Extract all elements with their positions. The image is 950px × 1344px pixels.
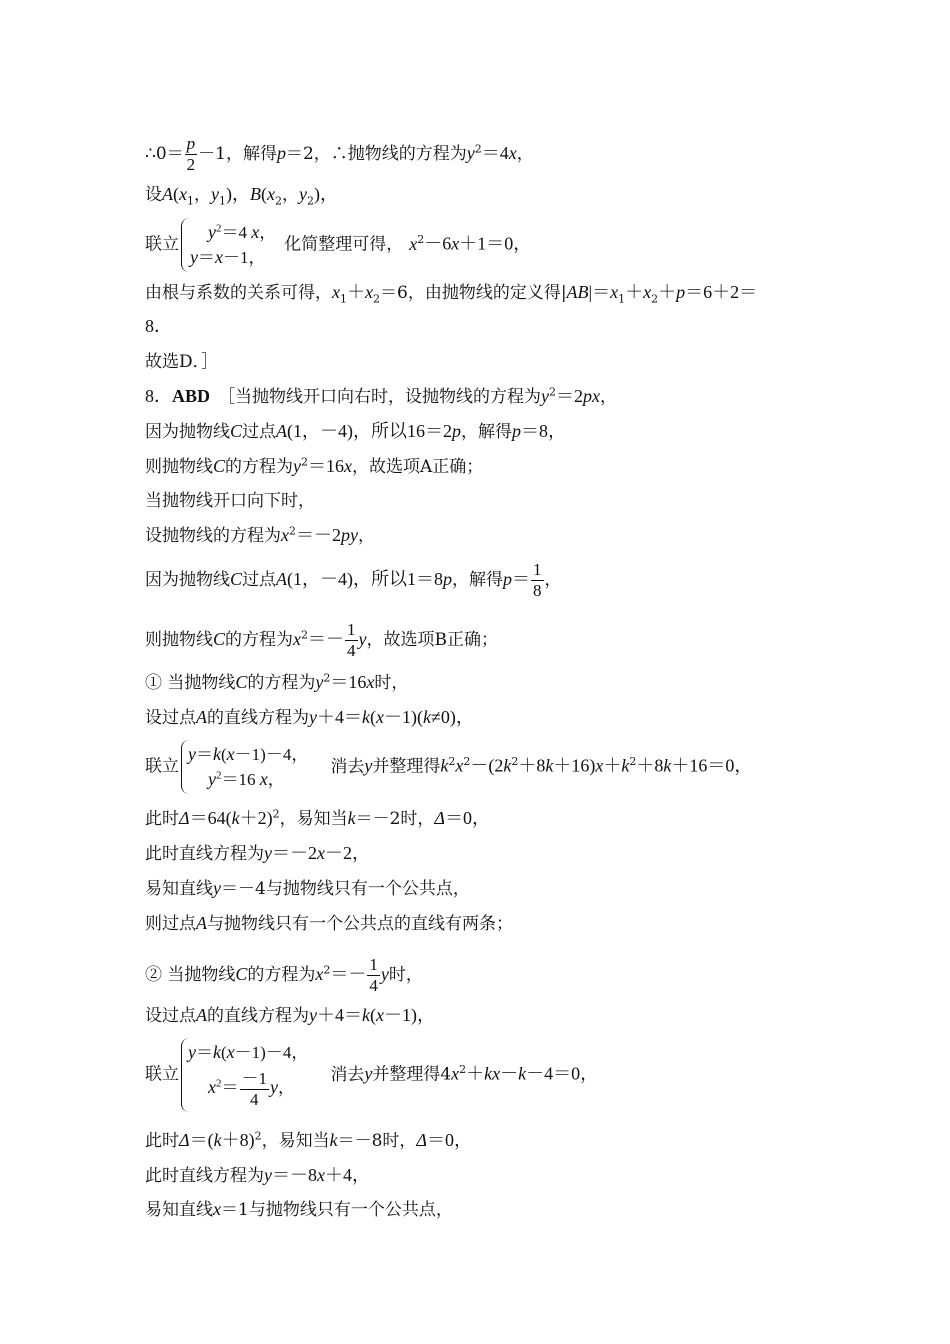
text: －1)， <box>384 1005 435 1025</box>
text: ＝6＋2＝ <box>685 282 758 302</box>
fraction-minus-1-over-4 <box>240 1069 270 1110</box>
text: －1，解得 <box>198 144 277 164</box>
text: ＝－ <box>308 629 345 649</box>
text: 时， <box>374 673 409 693</box>
var: x <box>451 1063 460 1084</box>
var: A <box>196 913 207 933</box>
var: k <box>663 755 672 776</box>
text: 的方程为 <box>247 673 316 693</box>
text: ，易知当 <box>279 809 348 829</box>
text: ＝8， <box>521 421 567 441</box>
sup: 2 <box>323 671 331 685</box>
text: ＝16 <box>308 456 345 476</box>
text: 此时 <box>145 809 179 829</box>
text: ， <box>267 770 285 789</box>
line-4 <box>145 280 757 305</box>
line-18 <box>145 841 370 866</box>
var: y <box>270 1077 278 1097</box>
var: x <box>281 525 289 545</box>
var: y <box>190 247 198 267</box>
text: ＝ <box>196 745 213 764</box>
text: ，故选项B正确； <box>366 630 499 650</box>
text: ，解得 <box>461 422 513 442</box>
sup: 2 <box>289 524 296 538</box>
text: ＋4＝ <box>317 1005 362 1025</box>
text: ＝ <box>198 248 215 267</box>
text: ［当抛物线开口向右时，设抛物线的方程为 <box>218 387 542 407</box>
text: － <box>500 1063 519 1084</box>
text: ＝2，∴抛物线的方程为 <box>285 144 467 164</box>
text: ＋ <box>625 282 644 302</box>
text: ( <box>370 707 376 727</box>
var: k <box>545 755 554 776</box>
text: －1)－4， <box>234 745 309 764</box>
var: Δ <box>179 1130 190 1150</box>
line-22 <box>145 1003 435 1028</box>
var: C <box>230 569 243 589</box>
var: k <box>213 1130 222 1150</box>
text: ＋4， <box>325 1165 370 1185</box>
var: B <box>250 184 261 204</box>
var: x <box>267 184 275 204</box>
sup: 2 <box>254 1129 262 1143</box>
var: y <box>188 744 196 764</box>
var: py <box>341 525 358 545</box>
text: 时， <box>388 965 423 985</box>
text: ＝－8 <box>272 1165 317 1185</box>
fraction-1-over-8 <box>531 560 544 601</box>
text: ＋2) <box>239 808 273 828</box>
var: C <box>213 456 226 476</box>
sub: 1 <box>187 194 194 208</box>
text: 并整理得 <box>372 756 441 777</box>
text: 因为抛物线 <box>145 570 230 590</box>
text: ， <box>194 185 211 205</box>
fraction-1-over-4 <box>345 620 358 661</box>
var: y <box>208 222 216 242</box>
var: x <box>293 629 302 649</box>
text: ＝2 <box>556 386 584 406</box>
var: p <box>676 282 686 302</box>
text: ＝－ <box>330 964 367 984</box>
text: ＝4 <box>221 223 252 242</box>
var: x <box>315 964 324 984</box>
text: ＋8 <box>518 755 546 776</box>
sup: 2 <box>323 963 331 977</box>
text: ＝0， <box>426 1130 472 1150</box>
text: ＝ <box>221 1078 239 1097</box>
text: ＝0， <box>444 808 490 828</box>
text: ＝6，由抛物线的定义得| <box>380 283 567 303</box>
var: AB <box>566 282 589 302</box>
text: 的方程为 <box>225 457 294 477</box>
line-1 <box>145 134 534 175</box>
line-14 <box>145 670 408 695</box>
text: ＋ <box>603 755 622 776</box>
var: p <box>512 421 522 441</box>
text: ② 当抛物线 <box>145 965 236 985</box>
var: C <box>230 421 243 441</box>
var: k <box>518 1063 527 1084</box>
sup: 2 <box>417 232 425 246</box>
sub: 2 <box>373 292 380 306</box>
var: y <box>309 1005 317 1025</box>
var: x <box>213 1199 221 1219</box>
var: x <box>226 744 235 764</box>
var: A <box>162 184 173 204</box>
var: x <box>451 233 460 254</box>
var: x <box>365 282 373 302</box>
equation-system <box>181 1038 312 1112</box>
text: 化简整理可得， <box>284 234 404 255</box>
fraction-p-over-2 <box>185 134 198 175</box>
text: ，解得 <box>452 570 504 590</box>
text: －(2 <box>470 755 504 776</box>
text: 故选D．］ <box>145 352 219 372</box>
text: ( <box>261 184 267 204</box>
var: k <box>362 707 370 727</box>
var: x <box>226 1042 235 1062</box>
denominator: 4 <box>347 641 356 660</box>
var: p <box>452 421 462 441</box>
text: ＝－8时， <box>337 1131 417 1151</box>
var: x <box>344 456 353 476</box>
equation-system <box>181 740 312 794</box>
sub: 2 <box>275 194 282 208</box>
var: y <box>380 964 389 984</box>
text: ( <box>221 1043 227 1062</box>
denominator: 2 <box>186 155 196 174</box>
denominator: 4 <box>250 1089 259 1109</box>
text: 设 <box>145 185 162 205</box>
text: 设抛物线的方程为 <box>145 526 281 546</box>
text: 联立 <box>145 234 179 255</box>
line-17 <box>145 806 490 831</box>
answer-label: ABD <box>172 386 211 406</box>
text: 此时 <box>145 1131 179 1151</box>
text: 因为抛物线 <box>145 422 230 442</box>
var: y <box>466 143 475 163</box>
text: 与抛物线只有一个公共点的直线有两条； <box>207 914 513 934</box>
line-9 <box>145 454 483 479</box>
numerator: 1 <box>533 560 542 579</box>
var: y <box>213 878 221 898</box>
text: ＝16 <box>330 672 367 692</box>
line-2 <box>145 182 338 207</box>
text: ＋8 <box>636 755 664 776</box>
line-3 <box>145 218 531 272</box>
text: ， <box>282 185 299 205</box>
line-16 <box>145 740 752 794</box>
text: 过点 <box>242 422 277 442</box>
system-row-1 <box>188 1040 308 1065</box>
system-row-1 <box>188 220 276 245</box>
text: ＋16) <box>553 755 596 776</box>
numerator: 1 <box>347 620 356 639</box>
var: x <box>643 282 652 302</box>
sup: 2 <box>459 1062 467 1076</box>
denominator: 4 <box>369 976 378 995</box>
text: －1， <box>223 248 266 267</box>
text: 8． <box>145 316 172 336</box>
sup: 2 <box>463 754 471 768</box>
var: k <box>329 1130 338 1150</box>
text: ＝16 <box>221 770 260 789</box>
var: Δ <box>434 808 445 828</box>
line-15 <box>145 705 474 730</box>
var: y <box>358 629 367 649</box>
sub: 2 <box>307 194 314 208</box>
var: px <box>583 386 601 406</box>
var: y <box>293 456 302 476</box>
sub: 1 <box>618 292 626 306</box>
var: x <box>508 143 517 163</box>
text: ， <box>544 570 562 590</box>
text: 当抛物线开口向下时， <box>145 491 315 511</box>
var: kx <box>484 1063 501 1084</box>
text: ＝4 <box>481 143 509 163</box>
sup: 2 <box>272 807 280 821</box>
text: ＝－4与抛物线只有一个公共点， <box>221 879 470 899</box>
text: ＝－2时， <box>355 809 435 829</box>
var: x <box>366 672 375 692</box>
text: 并整理得4 <box>372 1064 452 1085</box>
text: 则抛物线 <box>145 630 213 650</box>
text: 联立 <box>145 756 179 777</box>
text: )， <box>226 184 250 204</box>
line-8 <box>145 419 566 444</box>
var: y <box>188 1042 196 1062</box>
text: 易知直线 <box>145 879 213 899</box>
var: k <box>423 707 431 727</box>
var: x <box>208 1077 216 1097</box>
system-row-2 <box>188 1065 308 1110</box>
var: x <box>595 755 604 776</box>
var: y <box>364 755 373 776</box>
system-row-1 <box>188 742 308 767</box>
line-12 <box>145 560 562 601</box>
text: ＝ <box>512 569 531 589</box>
line-21 <box>145 955 423 996</box>
text: ＋16＝0， <box>671 755 753 776</box>
sub: 2 <box>651 292 659 306</box>
text: ∴0＝ <box>145 144 184 164</box>
var: k <box>213 1042 221 1062</box>
text: ＋ <box>658 282 677 302</box>
var: x <box>376 707 384 727</box>
text: ， <box>259 223 277 242</box>
text: 由根与系数的关系可得， <box>145 283 332 303</box>
text: ① 当抛物线 <box>145 673 236 693</box>
system-row-2 <box>188 245 276 270</box>
text: ( <box>370 1005 376 1025</box>
var: x <box>215 247 223 267</box>
numerator: p <box>186 134 196 153</box>
text: ， <box>358 526 375 546</box>
text: ，故选项A正确； <box>352 457 484 477</box>
text: ＝64( <box>189 808 232 828</box>
var: x <box>332 282 340 302</box>
line-23 <box>145 1038 598 1112</box>
var: p <box>503 569 513 589</box>
text: 消去 <box>330 1064 365 1085</box>
text: ＝ <box>196 1043 213 1062</box>
text: ＋ <box>347 282 365 302</box>
denominator: 8 <box>533 581 542 600</box>
var: A <box>276 421 288 441</box>
var: y <box>364 1063 373 1084</box>
line-25 <box>145 1163 370 1188</box>
text: ＋8) <box>221 1130 255 1150</box>
var: x <box>317 843 325 863</box>
var: x <box>251 222 260 242</box>
sup: 2 <box>511 754 519 768</box>
sup: 2 <box>629 754 637 768</box>
line-26 <box>145 1197 453 1222</box>
text: －1)－4， <box>234 1043 309 1062</box>
var: y <box>315 672 324 692</box>
var: y <box>541 386 550 406</box>
var: p <box>276 143 286 163</box>
text: ＋1＝0， <box>459 233 532 254</box>
var: x <box>376 1005 384 1025</box>
text: －4＝0， <box>526 1063 599 1084</box>
line-13 <box>145 620 498 661</box>
text: 此时直线方程为 <box>145 1166 264 1186</box>
var: y <box>264 843 272 863</box>
text: 的方程为 <box>225 630 294 650</box>
var: k <box>362 1005 370 1025</box>
sub: 1 <box>219 194 226 208</box>
line-7 <box>145 384 617 409</box>
var: A <box>196 1005 207 1025</box>
text: ，易知当 <box>261 1131 330 1151</box>
line-10 <box>145 489 315 513</box>
text: 的直线方程为 <box>207 708 309 728</box>
text: －2， <box>325 843 370 863</box>
question-number: 8． <box>145 386 172 406</box>
text: 联立 <box>145 1064 179 1085</box>
sup: 2 <box>216 1077 222 1090</box>
var: C <box>235 672 248 692</box>
sup: 2 <box>301 628 309 642</box>
text: ( <box>221 745 227 764</box>
text: ( <box>173 184 179 204</box>
text: ＝1与抛物线只有一个公共点， <box>221 1200 453 1220</box>
numerator: 1 <box>369 955 378 974</box>
fraction-1-over-4 <box>367 955 380 996</box>
var: A <box>276 569 288 589</box>
var: p <box>443 569 453 589</box>
var: x <box>455 755 464 776</box>
text: 则抛物线 <box>145 457 213 477</box>
text: (1，－4)，所以16＝2 <box>287 421 453 441</box>
var: x <box>259 769 268 789</box>
text: －6 <box>424 233 452 254</box>
text: 设过点 <box>145 1006 196 1026</box>
line-6 <box>145 350 218 374</box>
text: 此时直线方程为 <box>145 844 264 864</box>
sup: 2 <box>216 769 222 782</box>
text: ＝( <box>189 1130 214 1150</box>
line-5 <box>145 314 172 338</box>
var: k <box>621 755 630 776</box>
var: k <box>440 755 449 776</box>
text: ＋ <box>466 1063 485 1084</box>
var: C <box>213 629 226 649</box>
var: k <box>231 808 240 828</box>
sub: 1 <box>340 292 347 306</box>
text: ≠0)， <box>431 707 474 727</box>
var: Δ <box>179 808 190 828</box>
text: 则过点 <box>145 914 196 934</box>
var: y <box>309 707 317 727</box>
line-11 <box>145 523 375 548</box>
var: k <box>503 755 512 776</box>
text: ， <box>516 144 534 164</box>
text: 易知直线 <box>145 1200 213 1220</box>
text: ， <box>600 387 618 407</box>
text: 的方程为 <box>247 965 316 985</box>
text: |＝ <box>588 282 611 302</box>
text: 设过点 <box>145 708 196 728</box>
sup: 2 <box>448 754 456 768</box>
var: x <box>610 282 619 302</box>
line-19 <box>145 876 470 901</box>
text: ＋4＝ <box>317 707 362 727</box>
text: 消去 <box>330 756 365 777</box>
var: x <box>317 1165 325 1185</box>
text: ， <box>278 1078 295 1097</box>
sup: 2 <box>216 222 222 235</box>
numerator: －1 <box>241 1068 267 1088</box>
sup: 2 <box>549 385 557 399</box>
text: 的直线方程为 <box>207 1006 309 1026</box>
equation-system <box>181 218 280 272</box>
var: k <box>347 808 356 828</box>
var: Δ <box>416 1130 427 1150</box>
var: x <box>409 233 418 254</box>
text: )， <box>314 184 338 204</box>
system-row-2 <box>188 767 308 792</box>
text: ＝－2 <box>296 525 341 545</box>
var: x <box>179 184 187 204</box>
var: y <box>211 184 219 204</box>
text: (1，－4)，所以1＝8 <box>287 569 444 589</box>
var: C <box>235 964 248 984</box>
text: －1)( <box>384 707 423 727</box>
line-24 <box>145 1128 472 1153</box>
text: 过点 <box>242 570 277 590</box>
var: k <box>213 744 221 764</box>
text: ＝－2 <box>272 843 317 863</box>
sup: 2 <box>301 455 309 469</box>
var: y <box>208 769 216 789</box>
var: y <box>264 1165 272 1185</box>
sup: 2 <box>474 142 482 156</box>
line-20 <box>145 911 513 936</box>
var: A <box>196 707 207 727</box>
var: y <box>299 184 307 204</box>
